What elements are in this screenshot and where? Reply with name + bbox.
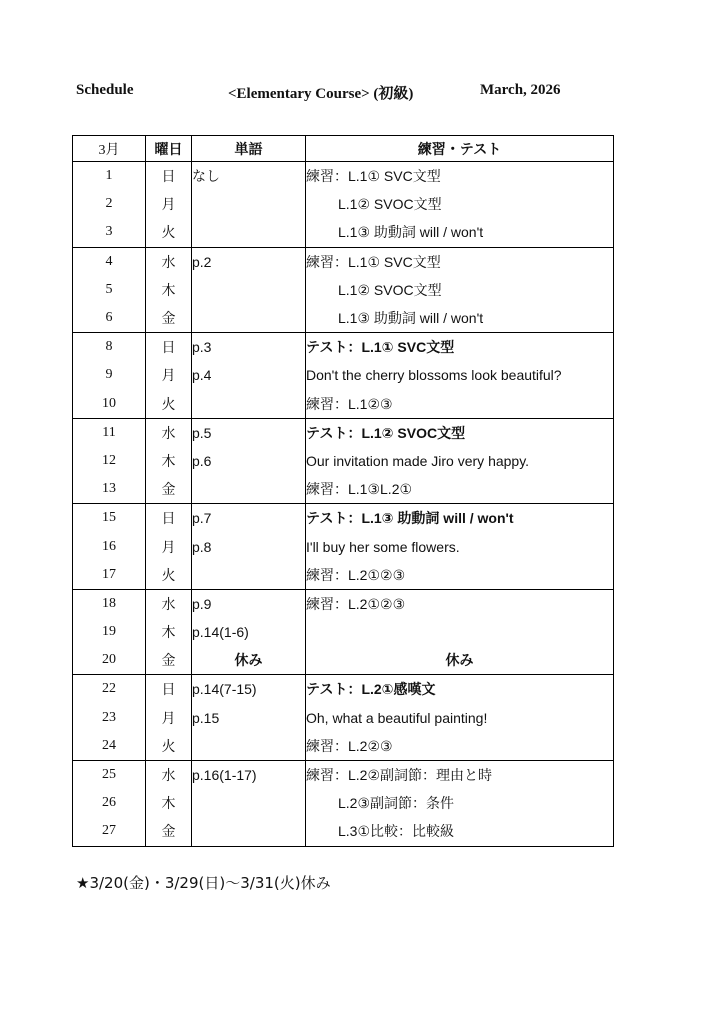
table-row	[73, 646, 614, 675]
weekday-cell: 月	[146, 704, 192, 732]
date-cell: 27	[73, 817, 146, 846]
weekday-cell: 月	[146, 532, 192, 560]
weekday-cell: 木	[146, 618, 192, 646]
weekday-cell: 火	[146, 561, 192, 590]
column-header-practice-test: 練習・テスト	[306, 136, 614, 162]
weekday-cell: 日	[146, 504, 192, 533]
table-header-row	[73, 136, 614, 162]
vocabulary-cell	[192, 475, 306, 504]
date-cell: 8	[73, 333, 146, 362]
practice-cell: 練習：L.2②③	[306, 732, 614, 761]
column-header-date: 3月	[73, 136, 146, 162]
table-row	[73, 333, 614, 362]
vocabulary-cell	[192, 218, 306, 247]
weekday-cell: 日	[146, 333, 192, 362]
date-cell: 17	[73, 561, 146, 590]
table-row	[73, 304, 614, 333]
date-cell: 3	[73, 218, 146, 247]
weekday-cell: 金	[146, 475, 192, 504]
practice-cell: 練習：L.1②③	[306, 390, 614, 419]
vocabulary-cell: p.6	[192, 447, 306, 475]
table-row	[73, 532, 614, 560]
date-cell: 15	[73, 504, 146, 533]
vocabulary-cell	[192, 817, 306, 846]
weekday-cell: 火	[146, 218, 192, 247]
weekday-cell: 火	[146, 732, 192, 761]
document-header	[76, 82, 636, 104]
practice-cell: 練習：L.1③L.2①	[306, 475, 614, 504]
practice-cell: Our invitation made Jiro very happy.	[306, 452, 530, 469]
table-row	[73, 218, 614, 247]
table-row	[73, 475, 614, 504]
table-row	[73, 447, 614, 475]
column-header-vocabulary: 単語	[192, 136, 306, 162]
practice-cell: L.2③副詞節：条件	[338, 795, 455, 812]
table-row	[73, 618, 614, 646]
practice-cell: 練習：L.2①②③	[306, 561, 614, 590]
vocabulary-cell: p.14(1-6)	[192, 618, 306, 646]
weekday-cell: 火	[146, 390, 192, 419]
weekday-cell: 日	[146, 675, 192, 704]
practice-cell: Don't the cherry blossoms look beautiful?	[306, 367, 562, 384]
holiday-note: ★3/20(金)・3/29(日)～3/31(火)休み	[76, 874, 331, 892]
date-cell: 12	[73, 447, 146, 475]
date-cell: 4	[73, 247, 146, 276]
practice-cell	[306, 618, 614, 646]
practice-cell: テスト：L.1② SVOC文型	[306, 424, 466, 441]
practice-cell: L.3①比較：比較級	[306, 817, 614, 846]
weekday-cell: 水	[146, 418, 192, 447]
vocabulary-cell	[192, 789, 306, 817]
practice-cell: 休み	[306, 646, 614, 675]
table-row	[73, 817, 614, 846]
date-cell: 19	[73, 618, 146, 646]
practice-cell: テスト：L.2①感嘆文	[306, 681, 436, 698]
vocabulary-cell	[192, 561, 306, 590]
schedule-table	[72, 135, 614, 847]
vocabulary-cell: p.14(7-15)	[192, 675, 306, 704]
date-cell: 11	[73, 418, 146, 447]
header-title: Schedule	[76, 82, 134, 98]
practice-cell: L.1③ 助動詞 will / won't	[306, 218, 614, 247]
date-cell: 1	[73, 162, 146, 191]
weekday-cell: 木	[146, 789, 192, 817]
vocabulary-cell	[192, 732, 306, 761]
table-row	[73, 190, 614, 218]
weekday-cell: 水	[146, 589, 192, 618]
practice-cell: L.1② SVOC文型	[338, 281, 442, 298]
vocabulary-cell	[192, 390, 306, 419]
table-row	[73, 418, 614, 447]
vocabulary-cell: p.7	[192, 504, 306, 533]
weekday-cell: 水	[146, 247, 192, 276]
date-cell: 26	[73, 789, 146, 817]
header-course: <Elementary Course> (初級)	[228, 86, 414, 102]
table-row	[73, 276, 614, 304]
date-cell: 6	[73, 304, 146, 333]
practice-cell: テスト：L.1① SVC文型	[306, 339, 455, 356]
practice-cell: L.1③ 助動詞 will / won't	[306, 304, 614, 333]
practice-cell: I'll buy her some flowers.	[306, 538, 460, 555]
header-month: March, 2026	[480, 82, 561, 98]
vocabulary-cell: p.16(1-17)	[192, 760, 306, 789]
weekday-cell: 金	[146, 817, 192, 846]
vocabulary-cell	[192, 190, 306, 218]
date-cell: 16	[73, 532, 146, 560]
date-cell: 5	[73, 276, 146, 304]
date-cell: 2	[73, 190, 146, 218]
table-row	[73, 162, 614, 191]
vocabulary-cell: なし	[192, 162, 306, 191]
vocabulary-cell: p.3	[192, 333, 306, 362]
practice-cell: 練習：L.2①②③	[306, 595, 406, 612]
practice-cell: 練習：L.2②副詞節：理由と時	[306, 767, 493, 784]
practice-cell: 練習：L.1① SVC文型	[306, 168, 441, 185]
date-cell: 18	[73, 589, 146, 618]
vocabulary-cell: p.8	[192, 532, 306, 560]
table-row	[73, 361, 614, 389]
practice-cell: Oh, what a beautiful painting!	[306, 709, 488, 726]
vocabulary-cell: 休み	[192, 646, 306, 675]
practice-cell: L.1② SVOC文型	[338, 196, 442, 213]
weekday-cell: 月	[146, 361, 192, 389]
weekday-cell: 金	[146, 304, 192, 333]
table-row	[73, 789, 614, 817]
weekday-cell: 日	[146, 162, 192, 191]
date-cell: 24	[73, 732, 146, 761]
date-cell: 10	[73, 390, 146, 419]
weekday-cell: 金	[146, 646, 192, 675]
date-cell: 22	[73, 675, 146, 704]
weekday-cell: 水	[146, 760, 192, 789]
weekday-cell: 月	[146, 190, 192, 218]
practice-cell: テスト：L.1③ 助動詞 will / won't	[306, 510, 514, 527]
table-row	[73, 732, 614, 761]
table-row	[73, 390, 614, 419]
vocabulary-cell: p.2	[192, 247, 306, 276]
column-header-weekday: 曜日	[146, 136, 192, 162]
table-row	[73, 247, 614, 276]
date-cell: 13	[73, 475, 146, 504]
date-cell: 25	[73, 760, 146, 789]
vocabulary-cell: p.9	[192, 589, 306, 618]
table-row	[73, 561, 614, 590]
vocabulary-cell: p.5	[192, 418, 306, 447]
weekday-cell: 木	[146, 447, 192, 475]
practice-cell: 練習：L.1① SVC文型	[306, 253, 441, 270]
weekday-cell: 木	[146, 276, 192, 304]
table-row	[73, 589, 614, 618]
date-cell: 9	[73, 361, 146, 389]
vocabulary-cell: p.4	[192, 361, 306, 389]
table-row	[73, 504, 614, 533]
vocabulary-cell	[192, 304, 306, 333]
date-cell: 23	[73, 704, 146, 732]
table-row	[73, 675, 614, 704]
vocabulary-cell: p.15	[192, 704, 306, 732]
vocabulary-cell	[192, 276, 306, 304]
table-row	[73, 760, 614, 789]
table-row	[73, 704, 614, 732]
date-cell: 20	[73, 646, 146, 675]
